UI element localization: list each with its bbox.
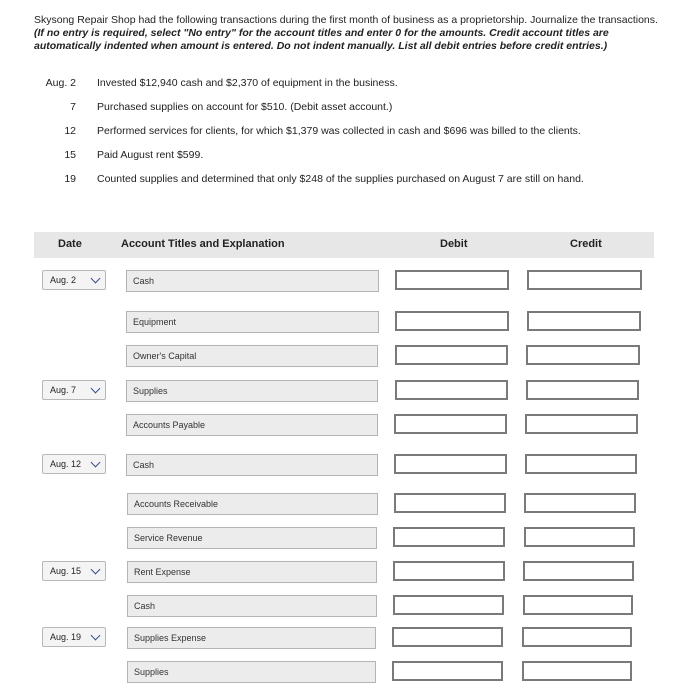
debit-column-header: Debit bbox=[440, 238, 468, 250]
debit-amount-input[interactable] bbox=[395, 345, 508, 365]
debit-amount-input[interactable] bbox=[394, 493, 506, 513]
debit-amount-input[interactable] bbox=[393, 527, 505, 547]
credit-amount-input[interactable] bbox=[526, 345, 640, 365]
debit-amount-input[interactable] bbox=[395, 380, 508, 400]
credit-amount-input[interactable] bbox=[525, 414, 638, 434]
transaction-date: Aug. 2 bbox=[45, 77, 76, 89]
journal-row bbox=[0, 595, 700, 617]
credit-amount-input[interactable] bbox=[523, 595, 633, 615]
debit-amount-input[interactable] bbox=[392, 661, 503, 681]
transaction-description: Paid August rent $599. bbox=[97, 149, 204, 161]
debit-amount-input[interactable] bbox=[395, 311, 509, 331]
journal-row bbox=[0, 454, 700, 476]
account-title-field[interactable]: Supplies Expense bbox=[127, 627, 376, 649]
journal-row bbox=[0, 627, 700, 649]
credit-amount-input[interactable] bbox=[527, 311, 641, 331]
debit-amount-input[interactable] bbox=[395, 270, 509, 290]
transaction-date: 7 bbox=[70, 101, 76, 113]
date-select-value: Aug. 15 bbox=[50, 566, 82, 576]
account-title-field[interactable]: Accounts Payable bbox=[126, 414, 378, 436]
debit-amount-input[interactable] bbox=[392, 627, 503, 647]
transaction-description: Counted supplies and determined that only $248 of the supplies purchased on August 7 are still on hand. bbox=[97, 173, 584, 185]
account-title-field[interactable]: Service Revenue bbox=[127, 527, 377, 549]
chevron-down-icon bbox=[91, 565, 101, 575]
transaction-date: 12 bbox=[64, 125, 76, 137]
date-select[interactable] bbox=[42, 561, 106, 581]
journal-row bbox=[0, 661, 700, 683]
account-title-field[interactable]: Owner's Capital bbox=[126, 345, 378, 367]
transaction-date: 15 bbox=[64, 149, 76, 161]
date-select[interactable] bbox=[42, 270, 106, 290]
account-title-field[interactable]: Equipment bbox=[126, 311, 379, 333]
date-select[interactable] bbox=[42, 380, 106, 400]
chevron-down-icon bbox=[91, 384, 101, 394]
account-title-field[interactable]: Cash bbox=[126, 454, 378, 476]
chevron-down-icon bbox=[91, 631, 101, 641]
date-select-value: Aug. 2 bbox=[50, 275, 77, 285]
credit-column-header: Credit bbox=[570, 238, 602, 250]
journal-row bbox=[0, 561, 700, 583]
account-title-field[interactable]: Cash bbox=[127, 595, 377, 617]
date-select-value: Aug. 19 bbox=[50, 632, 82, 642]
problem-instructions: (If no entry is required, select "No entry" for the account titles and enter 0 for the amounts. Credit account titles are automatically indented when amount is entered. Do not indent manually. List all debit entries before credit entries.) bbox=[34, 27, 609, 52]
credit-amount-input[interactable] bbox=[525, 454, 637, 474]
date-column-header: Date bbox=[58, 238, 82, 250]
date-select-value: Aug. 12 bbox=[50, 459, 82, 469]
date-select-value: Aug. 7 bbox=[50, 385, 77, 395]
date-select[interactable] bbox=[42, 454, 106, 474]
debit-amount-input[interactable] bbox=[394, 414, 507, 434]
chevron-down-icon bbox=[91, 274, 101, 284]
debit-amount-input[interactable] bbox=[393, 595, 504, 615]
account-title-field[interactable]: Cash bbox=[126, 270, 379, 292]
credit-amount-input[interactable] bbox=[527, 270, 642, 290]
problem-text: Skysong Repair Shop had the following transactions during the first month of business as a proprietorship. Journalize the transactions. bbox=[34, 14, 658, 26]
transaction-description: Invested $12,940 cash and $2,370 of equipment in the business. bbox=[97, 77, 398, 89]
account-title-field[interactable]: Supplies bbox=[126, 380, 378, 402]
debit-amount-input[interactable] bbox=[393, 561, 505, 581]
credit-amount-input[interactable] bbox=[522, 661, 632, 681]
credit-amount-input[interactable] bbox=[524, 527, 635, 547]
account-column-header: Account Titles and Explanation bbox=[121, 238, 285, 250]
transaction-description: Performed services for clients, for which $1,379 was collected in cash and $696 was billed to the clients. bbox=[97, 125, 581, 137]
credit-amount-input[interactable] bbox=[522, 627, 632, 647]
journal-row bbox=[0, 345, 700, 367]
journal-row bbox=[0, 311, 700, 333]
journal-row bbox=[0, 414, 700, 436]
account-title-field[interactable]: Supplies bbox=[127, 661, 376, 683]
credit-amount-input[interactable] bbox=[524, 493, 636, 513]
chevron-down-icon bbox=[91, 458, 101, 468]
transaction-description: Purchased supplies on account for $510. (Debit asset account.) bbox=[97, 101, 393, 113]
journal-row bbox=[0, 270, 700, 292]
journal-row bbox=[0, 527, 700, 549]
journal-row bbox=[0, 493, 700, 515]
credit-amount-input[interactable] bbox=[523, 561, 634, 581]
account-title-field[interactable]: Rent Expense bbox=[127, 561, 377, 583]
journal-row bbox=[0, 380, 700, 402]
credit-amount-input[interactable] bbox=[526, 380, 639, 400]
transaction-date: 19 bbox=[64, 173, 76, 185]
account-title-field[interactable]: Accounts Receivable bbox=[127, 493, 378, 515]
date-select[interactable] bbox=[42, 627, 106, 647]
debit-amount-input[interactable] bbox=[394, 454, 507, 474]
